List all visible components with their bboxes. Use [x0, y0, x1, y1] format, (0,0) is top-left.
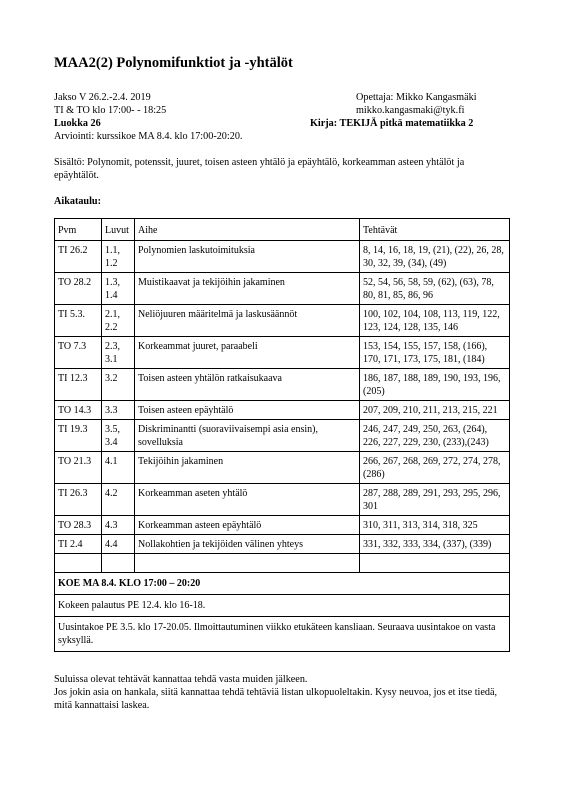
period-dates: Jakso V 26.2.-2.4. 2019 [54, 92, 151, 103]
retake-row [55, 617, 510, 652]
header-aihe: Aihe [135, 219, 360, 241]
row-date: TI 26.2 [55, 241, 102, 273]
header-luvut: Luvut [102, 219, 135, 241]
row-date: TI 12.3 [55, 369, 102, 401]
textbook: Kirja: TEKIJÄ pitkä matematiikka 2 [310, 118, 474, 129]
row-date: TI 26.3 [55, 484, 102, 516]
class-times: TI & TO klo 17:00- - 18:25 [54, 105, 167, 116]
row-exercises: 246, 247, 249, 250, 263, (264), 226, 227, 229, 230, (233),(243) [360, 420, 510, 452]
row-date: TO 14.3 [55, 401, 102, 420]
assessment: Arviointi: kurssikoe MA 8.4. klo 17:00-20:20. [54, 131, 243, 142]
row-topic: Korkeamman aseten yhtälö [135, 484, 360, 516]
row-exercises: 287, 288, 289, 291, 293, 295, 296, 301 [360, 484, 510, 516]
row-chapters: 2.1, 2.2 [102, 305, 135, 337]
row-topic: Tekijöihin jakaminen [135, 452, 360, 484]
row-date: TI 19.3 [55, 420, 102, 452]
course-content: Sisältö: Polynomit, potenssit, juuret, toisen asteen yhtälö ja epäyhtälö, korkeamman asteen yhtälöt ja epäyhtälöt. [54, 157, 465, 181]
row-date: TO 28.3 [55, 516, 102, 535]
table-row [55, 535, 510, 554]
table-row [55, 273, 510, 305]
classroom: Luokka 26 [54, 118, 101, 129]
retake-info: Uusintakoe PE 3.5. klo 17-20.05. Ilmoittautuminen viikko etukäteen kansliaan. Seuraava uusintakoe on vasta syksyllä. [55, 617, 510, 652]
row-chapters: 4.1 [102, 452, 135, 484]
teacher-email[interactable]: mikko.kangasmaki@tyk.fi [356, 105, 465, 116]
row-date: TO 21.3 [55, 452, 102, 484]
row-exercises: 207, 209, 210, 211, 213, 215, 221 [360, 401, 510, 420]
table-row [55, 369, 510, 401]
row-date: TO 28.2 [55, 273, 102, 305]
exam-date: KOE MA 8.4. KLO 17:00 – 20:20 [55, 573, 510, 595]
table-row [55, 401, 510, 420]
row-exercises: 266, 267, 268, 269, 272, 274, 278, (286) [360, 452, 510, 484]
row-chapters: 2.3, 3.1 [102, 337, 135, 369]
row-chapters: 1.3, 1.4 [102, 273, 135, 305]
row-exercises: 52, 54, 56, 58, 59, (62), (63), 78, 80, 81, 85, 86, 96 [360, 273, 510, 305]
row-chapters: 4.3 [102, 516, 135, 535]
row-topic: Muistikaavat ja tekijöihin jakaminen [135, 273, 360, 305]
row-topic: Korkeammat juuret, paraabeli [135, 337, 360, 369]
row-chapters: 3.5, 3.4 [102, 420, 135, 452]
table-row [55, 452, 510, 484]
header-tehtavat: Tehtävät [360, 219, 510, 241]
row-topic: Polynomien laskutoimituksia [135, 241, 360, 273]
row-topic: Toisen asteen yhtälön ratkaisukaava [135, 369, 360, 401]
row-topic: Diskriminantti (suoraviivaisempi asia ensin), sovelluksia [135, 420, 360, 452]
return-row [55, 595, 510, 617]
row-exercises: 331, 332, 333, 334, (337), (339) [360, 535, 510, 554]
row-date: TO 7.3 [55, 337, 102, 369]
row-exercises: 310, 311, 313, 314, 318, 325 [360, 516, 510, 535]
note-parentheses: Suluissa olevat tehtävät kannattaa tehdä vasta muiden jälkeen. [54, 674, 308, 685]
row-date: TI 5.3. [55, 305, 102, 337]
row-chapters: 4.2 [102, 484, 135, 516]
row-chapters: 3.3 [102, 401, 135, 420]
row-exercises: 100, 102, 104, 108, 113, 119, 122, 123, 124, 128, 135, 146 [360, 305, 510, 337]
note-advice: Jos jokin asia on hankala, siitä kannattaa tehdä tehtäviä listan ulkopuoleltakin. Kysy neuvoa, jos et itse tiedä, mitä kannattaisi laskea. [54, 687, 498, 711]
empty-row [55, 554, 510, 573]
teacher-name: Opettaja: Mikko Kangasmäki [356, 92, 477, 103]
table-row [55, 484, 510, 516]
table-header-row [55, 219, 510, 241]
row-exercises: 8, 14, 16, 18, 19, (21), (22), 26, 28, 30, 32, 39, (34), (49) [360, 241, 510, 273]
schedule-heading: Aikataulu: [54, 196, 101, 207]
course-title: MAA2(2) Polynomifunktiot ja -yhtälöt [54, 55, 293, 71]
row-date: TI 2.4 [55, 535, 102, 554]
table-row [55, 337, 510, 369]
table-row [55, 241, 510, 273]
row-exercises: 153, 154, 155, 157, 158, (166), 170, 171, 173, 175, 181, (184) [360, 337, 510, 369]
row-chapters: 1.1, 1.2 [102, 241, 135, 273]
row-chapters: 4.4 [102, 535, 135, 554]
row-topic: Korkeamman asteen epäyhtälö [135, 516, 360, 535]
table-row [55, 305, 510, 337]
table-row [55, 420, 510, 452]
header-pvm: Pvm [55, 219, 102, 241]
row-exercises: 186, 187, 188, 189, 190, 193, 196, (205) [360, 369, 510, 401]
row-topic: Neliöjuuren määritelmä ja laskusäännöt [135, 305, 360, 337]
table-row [55, 516, 510, 535]
schedule-rows [55, 241, 510, 554]
row-chapters: 3.2 [102, 369, 135, 401]
exam-return: Kokeen palautus PE 12.4. klo 16-18. [55, 595, 510, 617]
row-topic: Toisen asteen epäyhtälö [135, 401, 360, 420]
exam-row [55, 573, 510, 595]
row-topic: Nollakohtien ja tekijöiden välinen yhteys [135, 535, 360, 554]
schedule-table [54, 218, 510, 652]
